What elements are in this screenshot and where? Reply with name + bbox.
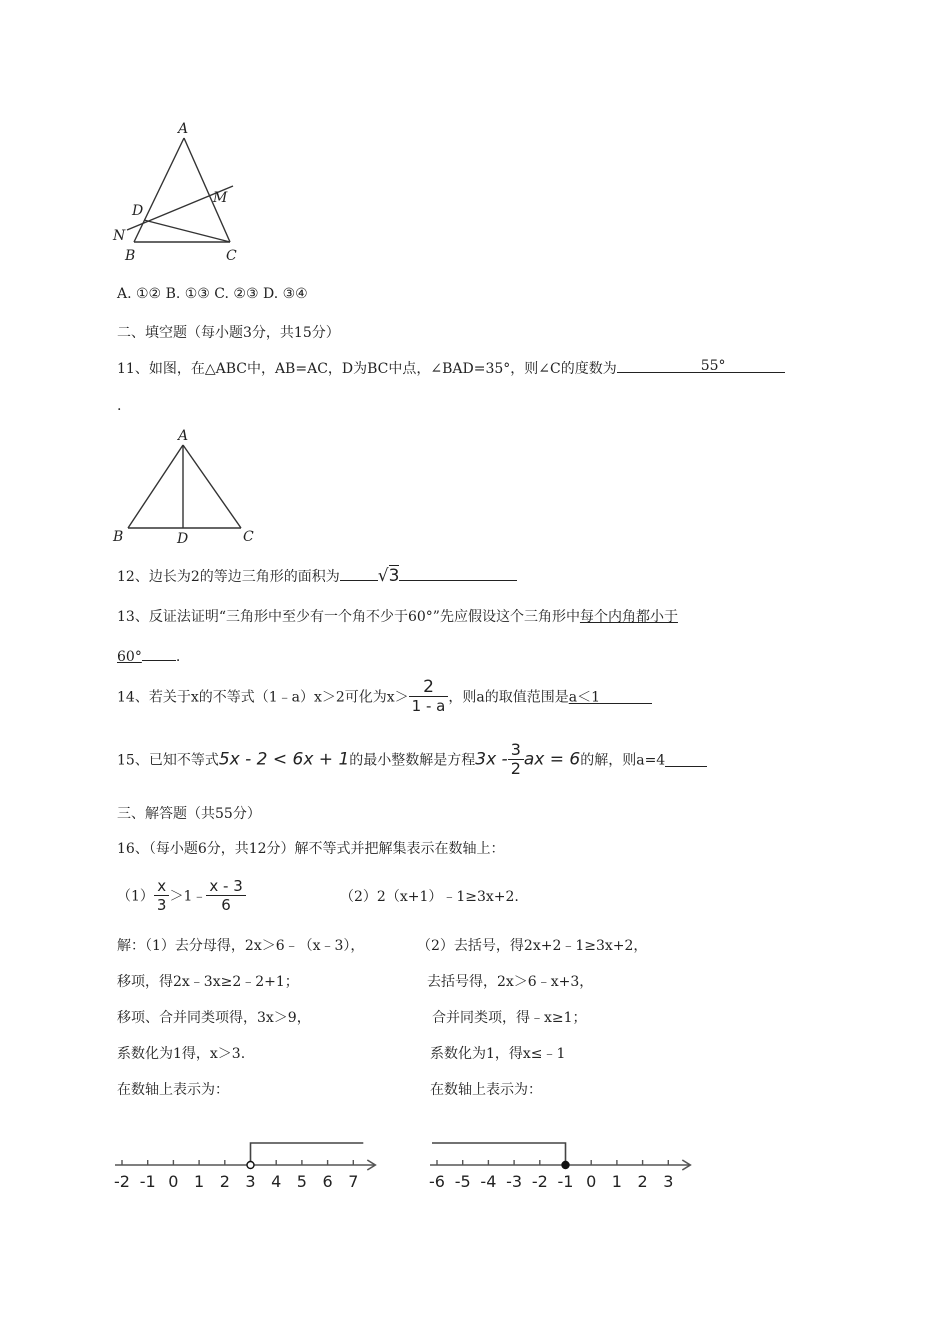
q15-fraction	[508, 741, 524, 778]
fig1-label-a: A	[178, 121, 189, 137]
q16-p1-frac1-num: x	[154, 877, 170, 896]
tick-label: -5	[454, 1172, 471, 1191]
q13-answer-part2: 60°	[117, 649, 142, 665]
q15-frac-num: 3	[508, 741, 524, 760]
tick-label: -1	[557, 1172, 574, 1191]
tick-label: -6	[429, 1172, 445, 1191]
figure-triangle-abc-nm	[105, 118, 265, 268]
fig1-label-b: B	[125, 248, 136, 264]
q15-text-c: 的解，则a=4	[580, 752, 666, 769]
tick-label: 1	[194, 1172, 205, 1191]
section2-title: 二、填空题（每小题3分，共15分）	[117, 325, 340, 341]
fig2-label-a: A	[178, 428, 189, 444]
tick-label: -2	[114, 1172, 130, 1191]
q16-p1-label: （1）	[117, 888, 154, 905]
tick-label: -4	[480, 1172, 497, 1191]
q15-eq-a: 3x -	[475, 749, 508, 770]
tick-label: -3	[506, 1172, 523, 1191]
q16-p1-mid: ＞1﹣	[169, 888, 207, 905]
fig2-label-b: B	[113, 529, 124, 545]
sol-right-5: 在数轴上表示为：	[430, 1082, 542, 1098]
tick-label: 5	[296, 1172, 307, 1191]
q16-p1-frac2-num: x - 3	[206, 877, 245, 896]
fig1-label-n: N	[113, 228, 126, 244]
q12-answer	[378, 566, 400, 586]
q14-frac-den: 1 - a	[411, 697, 446, 715]
sol-left-5: 在数轴上表示为：	[117, 1082, 229, 1098]
q16-p1-frac2	[206, 877, 245, 914]
q11	[117, 358, 785, 378]
q16-p1-frac1	[154, 877, 170, 914]
solution-range-bracket	[432, 1143, 566, 1165]
q16-part1	[117, 877, 246, 914]
sol-right-2: 去括号得，2x＞6﹣x+3，	[427, 974, 594, 990]
q11-answer: 55°	[700, 358, 726, 374]
q15-text-b: 的最小整数解是方程	[349, 752, 476, 769]
q15-inequality: 5x - 2 < 6x + 1	[218, 749, 350, 770]
fig1-label-m: M	[213, 190, 228, 206]
q13-blank	[142, 646, 176, 661]
tick-label: 3	[663, 1172, 674, 1191]
q12-answer-radicand: 3	[388, 566, 400, 586]
sol-right-3: 合并同类项，得﹣x≥1；	[432, 1010, 587, 1026]
q15	[117, 741, 707, 778]
q14-fraction	[409, 678, 449, 715]
sol-left-3: 移项、合并同类项得，3x＞9，	[117, 1010, 311, 1026]
open-point	[247, 1162, 254, 1169]
closed-point	[562, 1162, 569, 1169]
q14-answer: a＜1	[568, 689, 600, 706]
fig2-label-d: D	[177, 531, 189, 547]
q12-blank-right	[399, 566, 517, 581]
q12-blank-left	[340, 566, 378, 581]
q16-title: 16、（每小题6分，共12分）解不等式并把解集表示在数轴上：	[117, 841, 505, 857]
q11-period: .	[117, 398, 122, 414]
q14-frac-num: 2	[409, 678, 449, 697]
tick-label: 3	[245, 1172, 256, 1191]
sol-left-2: 移项，得2x﹣3x≥2﹣2+1；	[117, 974, 299, 990]
tick-label: -2	[531, 1172, 548, 1191]
q16-p1-frac2-den: 6	[221, 896, 231, 914]
section3-title: 三、解答题（共55分）	[117, 806, 261, 822]
q13-text: 13、反证法证明“三角形中至少有一个角不少于60°”先应假设这个三角形中	[117, 609, 580, 625]
q13-period: .	[175, 649, 181, 665]
q14	[117, 678, 652, 715]
q13-answer-part1: 每个内角都小于	[579, 609, 678, 625]
q15-text-a: 15、已知不等式	[117, 752, 219, 769]
figure-triangle-abc-ad	[105, 425, 265, 550]
q13-cont	[117, 646, 180, 665]
solution-range-bracket	[251, 1143, 364, 1165]
fig2-label-c: C	[243, 529, 254, 545]
q12-text: 12、边长为2的等边三角形的面积为	[117, 569, 340, 585]
tick-label: 7	[348, 1172, 359, 1191]
q10-options: A. ①② B. ①③ C. ②③ D. ③④	[117, 286, 308, 302]
q11-text: 11、如图，在△ABC中，AB=AC，D为BC中点，∠BAD=35°，则∠C的度数为	[117, 361, 617, 377]
sqrt-symbol: √	[377, 566, 389, 586]
q11-answer-blank	[617, 358, 785, 373]
q13	[117, 606, 678, 626]
fig1-label-d: D	[132, 203, 144, 219]
tick-label: 2	[637, 1172, 648, 1191]
q14-text-b: ，则a的取值范围是	[448, 689, 569, 706]
q14-blank	[600, 689, 652, 704]
q15-frac-den: 2	[510, 759, 521, 778]
sol-left-1: 解：（1）去分母得，2x＞6﹣（x﹣3），	[117, 938, 365, 954]
number-line-2	[420, 1130, 700, 1200]
q15-eq-b: ax = 6	[523, 749, 581, 770]
q15-blank	[665, 752, 707, 767]
tick-label: 0	[168, 1172, 179, 1191]
sol-left-4: 系数化为1得，x＞3.	[117, 1046, 246, 1062]
tick-label: -1	[139, 1172, 156, 1191]
q16-part2: （2）2（x+1）﹣1≥3x+2.	[340, 889, 519, 905]
tick-label: 2	[219, 1172, 230, 1191]
q16-p1-frac1-den: 3	[156, 896, 167, 914]
sol-right-1: （2）去括号，得2x+2﹣1≥3x+2，	[417, 938, 648, 954]
sol-right-4: 系数化为1，得x≤﹣1	[430, 1046, 566, 1062]
number-line-1	[105, 1130, 385, 1200]
tick-label: 4	[271, 1172, 282, 1191]
fig1-label-c: C	[226, 248, 237, 264]
tick-label: 0	[586, 1172, 597, 1191]
q12	[117, 566, 517, 586]
tick-label: 1	[611, 1172, 622, 1191]
tick-label: 6	[322, 1172, 333, 1191]
q14-text-a: 14、若关于x的不等式（1﹣a）x＞2可化为x＞	[117, 689, 409, 706]
